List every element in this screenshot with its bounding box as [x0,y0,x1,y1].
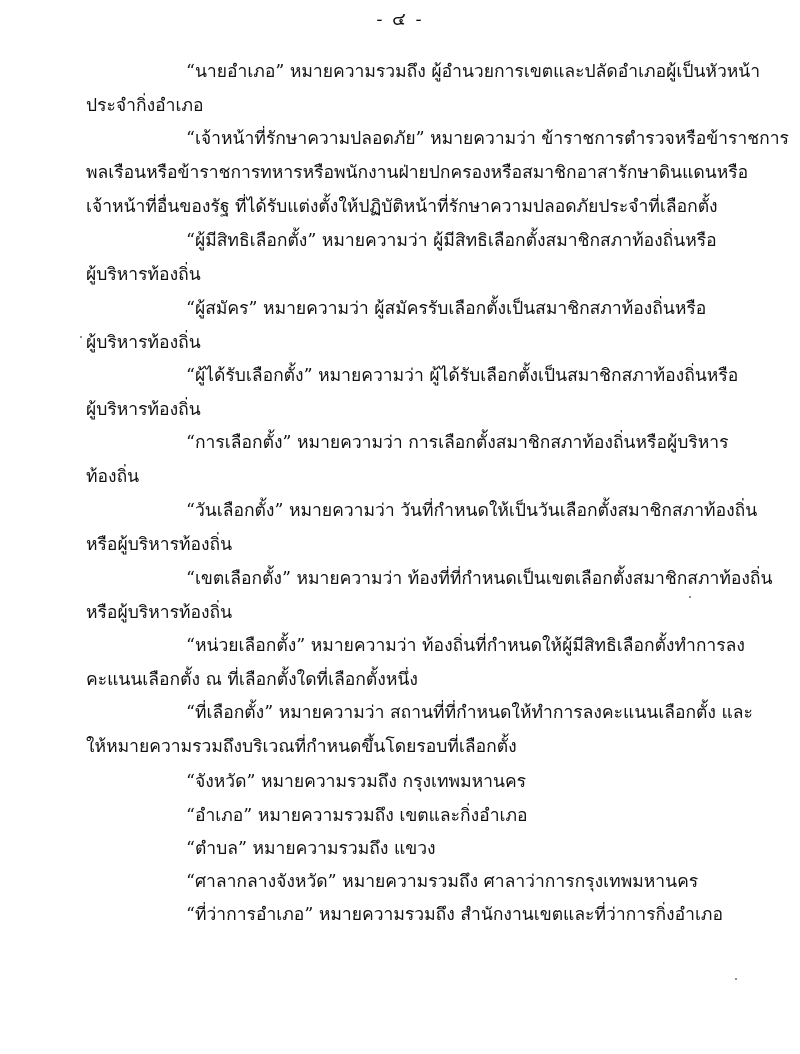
definition-continuation: ประจำกิ่งอำเภอ [86,96,204,116]
definition-continuation: คะแนนเลือกตั้ง ณ ที่เลือกตั้งใดที่เลือกตั้งหนึ่ง [86,670,418,690]
scan-speck [80,336,82,338]
definition-line: “อำเภอ” หมายความรวมถึง เขตและกิ่งอำเภอ [186,806,528,826]
definition-line: “ตำบล” หมายความรวมถึง แขวง [186,839,436,859]
definition-line: “วันเลือกตั้ง” หมายความว่า วันที่กำหนดให้เป็นวันเลือกตั้งสมาชิกสภาท้องถิ่น [186,501,758,521]
definition-continuation: เจ้าหน้าที่อื่นของรัฐ ที่ได้รับแต่งตั้งให้ปฏิบัติหน้าที่รักษาความปลอดภัยประจำที่เลือกตั้ง [86,197,718,217]
definition-line: “ผู้สมัคร” หมายความว่า ผู้สมัครรับเลือกตั้งเป็นสมาชิกสภาท้องถิ่นหรือ [186,299,707,319]
definition-continuation: ให้หมายความรวมถึงบริเวณที่กำหนดขึ้นโดยรอบที่เลือกตั้ง [86,737,517,757]
definition-line: “ศาลากลางจังหวัด” หมายความรวมถึง ศาลาว่าการกรุงเทพมหานคร [186,872,699,892]
definition-line: “เขตเลือกตั้ง” หมายความว่า ท้องที่ที่กำหนดเป็นเขตเลือกตั้งสมาชิกสภาท้องถิ่น [186,569,773,589]
page-number: - ๔ - [376,9,424,30]
definition-line: “ผู้มีสิทธิเลือกตั้ง” หมายความว่า ผู้มีสิทธิเลือกตั้งสมาชิกสภาท้องถิ่นหรือ [186,231,717,251]
scan-speck [735,978,737,980]
definition-line: “หน่วยเลือกตั้ง” หมายความว่า ท้องถิ่นที่กำหนดให้ผู้มีสิทธิเลือกตั้งทำการลง [186,636,745,656]
definition-continuation: ผู้บริหารท้องถิ่น [86,265,201,285]
definition-continuation: พลเรือนหรือข้าราชการทหารหรือพนักงานฝ่ายปกครองหรือสมาชิกอาสารักษาดินแดนหรือ [86,163,749,183]
definition-line: “ผู้ได้รับเลือกตั้ง” หมายความว่า ผู้ได้รับเลือกตั้งเป็นสมาชิกสภาท้องถิ่นหรือ [186,366,739,386]
definition-continuation: ผู้บริหารท้องถิ่น [86,333,201,353]
definition-line: “จังหวัด” หมายความรวมถึง กรุงเทพมหานคร [186,772,527,792]
definition-line: “นายอำเภอ” หมายความรวมถึง ผู้อำนวยการเขตและปลัดอำเภอผู้เป็นหัวหน้า [186,62,761,82]
definition-continuation: หรือผู้บริหารท้องถิ่น [86,535,233,555]
definition-line: “การเลือกตั้ง” หมายความว่า การเลือกตั้งสมาชิกสภาท้องถิ่นหรือผู้บริหาร [186,433,729,453]
definition-line: “เจ้าหน้าที่รักษาความปลอดภัย” หมายความว่า ข้าราชการตำรวจหรือข้าราชการ [186,129,789,149]
definition-continuation: หรือผู้บริหารท้องถิ่น [86,603,233,623]
definition-line: “ที่ว่าการอำเภอ” หมายความรวมถึง สำนักงานเขตและที่ว่าการกิ่งอำเภอ [186,905,723,925]
scan-speck [689,596,691,598]
definition-continuation: ผู้บริหารท้องถิ่น [86,400,201,420]
definition-line: “ที่เลือกตั้ง” หมายความว่า สถานที่ที่กำหนดให้ทำการลงคะแนนเลือกตั้ง และ [186,703,753,723]
definition-continuation: ท้องถิ่น [86,467,140,487]
